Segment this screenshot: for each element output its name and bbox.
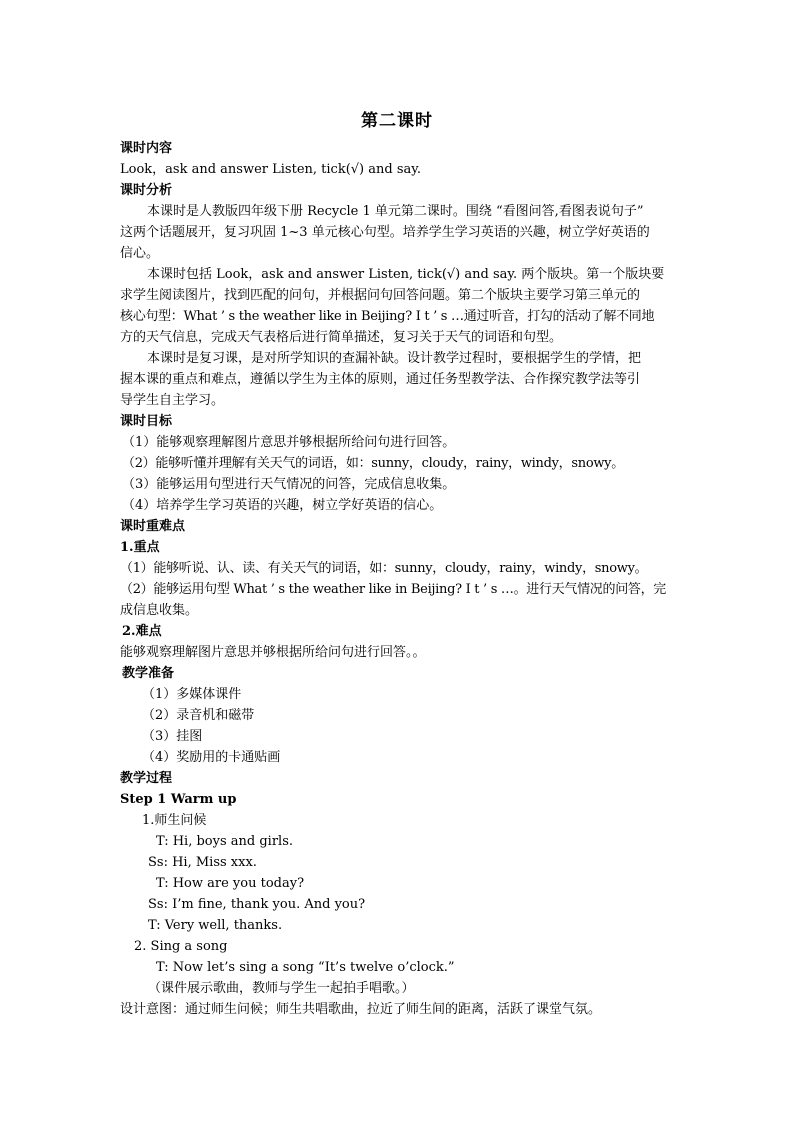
dialog-line: Ss: I’m fine, thank you. And you? — [148, 897, 366, 912]
analysis-p3-line: 本课时是复习课，是对所学知识的查漏补缺。设计教学过程时，要根据学生的学情，把 — [147, 351, 642, 366]
dialog-line: T: Very well, thanks. — [148, 918, 283, 933]
goal-item: （3）能够运用句型进行天气情况的问答，完成信息收集。 — [122, 477, 456, 492]
section-heading-process: 教学过程 — [120, 771, 173, 786]
content-text: Look，ask and answer Listen, tick(√) and say. — [120, 162, 421, 177]
prep-item: （4）奖励用的卡通贴画 — [142, 750, 281, 765]
section-heading-analysis: 课时分析 — [120, 183, 173, 198]
dialog-line: T: Hi, boys and girls. — [156, 834, 294, 849]
design-intent: 设计意图：通过师生问候；师生共唱歌曲，拉近了师生间的距离，活跃了课堂气氛。 — [120, 1002, 602, 1017]
dialog-line: T: How are you today? — [156, 876, 305, 891]
song-note: （课件展示歌曲，教师与学生一起拍手唱歌。） — [148, 981, 415, 996]
step-heading: Step 1 Warm up — [120, 792, 237, 807]
analysis-p2-line: 核心句型：What ’ s the weather like in Beijing? I t ’ s …通过听音，打勾的活动了解不同地 — [120, 309, 655, 324]
section-heading-goals: 课时目标 — [120, 414, 173, 429]
song-line: T: Now let’s sing a song “It’s twelve o’clock.” — [156, 960, 455, 975]
analysis-p2-line: 方的天气信息，完成天气表格后进行简单描述，复习关于天气的词语和句型。 — [120, 330, 563, 345]
goal-item: （1）能够观察理解图片意思并够根据所给问句进行回答。 — [122, 435, 456, 450]
sub-heading-greeting: 1.师生问候 — [142, 813, 207, 828]
analysis-p2-line: 本课时包括 Look，ask and answer Listen, tick(√) and say. 两个版块。第一个版块要 — [147, 267, 665, 282]
analysis-p3-line: 握本课的重点和难点，遵循以学生为主体的原则，通过任务型教学法、合作探究教学法等引 — [120, 372, 641, 387]
section-heading-key-points: 课时重难点 — [120, 519, 186, 534]
page-title: 第二课时 — [361, 111, 433, 131]
prep-item: （3）挂图 — [142, 729, 203, 744]
analysis-p1-line: 这两个话题展开，复习巩固 1~3 单元核心句型。培养学生学习英语的兴趣，树立学好英语的 — [120, 225, 650, 240]
analysis-p1-line: 信心。 — [120, 246, 160, 261]
section-heading-preparation: 教学准备 — [122, 666, 175, 681]
sub-heading-song: 2. Sing a song — [134, 939, 228, 954]
difficulty-heading: 2.难点 — [122, 624, 162, 639]
prep-item: （2）录音机和磁带 — [142, 708, 255, 723]
section-heading-content: 课时内容 — [120, 141, 173, 156]
dialog-line: Ss: Hi, Miss xxx. — [148, 855, 257, 870]
goal-item: （4）培养学生学习英语的兴趣，树立学好英语的信心。 — [122, 498, 443, 513]
analysis-p1-line: 本课时是人教版四年级下册 Recycle 1 单元第二课时。围绕 “看图问答,看图表说句子” — [147, 204, 644, 219]
key-item: （2）能够运用句型 What ’ s the weather like in Beijing? I t ’ s …。进行天气情况的问答，完 — [120, 582, 667, 597]
key-item: 成信息收集。 — [120, 603, 199, 618]
difficulty-text: 能够观察理解图片意思并够根据所给问句进行回答。。 — [120, 645, 426, 660]
key-heading: 1.重点 — [120, 540, 160, 555]
goal-item: （2）能够听懂并理解有关天气的词语，如：sunny，cloudy，rainy，windy，snowy。 — [122, 456, 624, 471]
prep-item: （1）多媒体课件 — [142, 687, 242, 702]
analysis-p2-line: 求学生阅读图片，找到匹配的问句，并根据问句回答问题。第二个版块主要学习第三单元的 — [120, 288, 641, 303]
analysis-p3-line: 导学生自主学习。 — [120, 393, 225, 408]
key-item: （1）能够听说、认、读、有关天气的词语，如：sunny，cloudy，rainy，windy，snowy。 — [120, 561, 648, 576]
